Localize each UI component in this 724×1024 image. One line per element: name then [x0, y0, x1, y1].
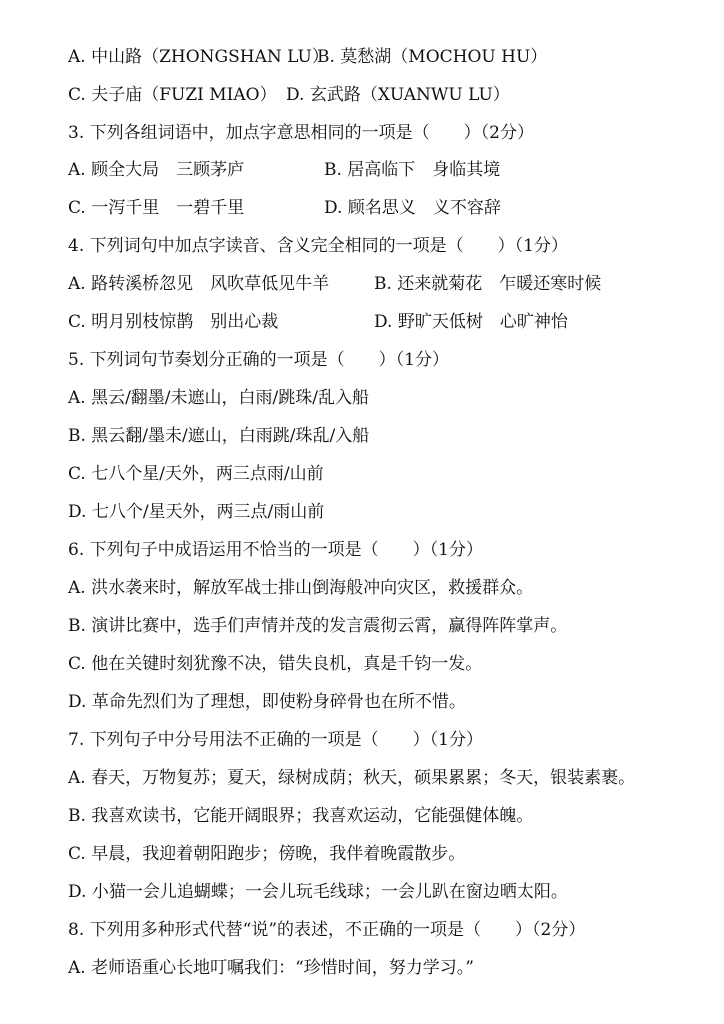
option-line	[68, 311, 568, 333]
q8-option-a: A. 老师语重心长地叮嘱我们：“珍惜时间，努力学习。”	[68, 958, 474, 978]
q5-option-a: A. 黑云/翻墨/未遮山，白雨/跳珠/乱入船	[68, 388, 369, 408]
q4-option-a: A. 路转溪桥忽见 风吹草低见牛羊	[68, 274, 330, 294]
option-line	[68, 84, 510, 106]
q5-option-d: D. 七八个/星天外，两三点/雨山前	[68, 502, 325, 522]
q4-option-d: D. 野旷天低树 心旷神怡	[374, 312, 568, 332]
option-b-mochou-hu: B. 莫愁湖（MOCHOU HU）	[317, 47, 548, 67]
question-4: 4. 下列词句中加点字读音、含义完全相同的一项是（ ）（1分）	[68, 236, 568, 256]
q6-option-d: D. 革命先烈们为了理想，即使粉身碎骨也在所不惜。	[68, 692, 466, 712]
question-7: 7. 下列句子中分号用法不正确的一项是（ ）（1分）	[68, 730, 483, 750]
q3-option-a: A. 顾全大局 三顾茅庐	[68, 160, 245, 180]
option-d-xuanwu-lu: D. 玄武路（XUANWU LU）	[286, 85, 510, 105]
q5-option-b: B. 黑云翻/墨未/遮山，白雨跳/珠乱/入船	[68, 426, 370, 446]
q7-option-a: A. 春天，万物复苏；夏天，绿树成荫；秋天，硕果累累；冬天，银装素裹。	[68, 768, 636, 788]
q3-option-c: C. 一泻千里 一碧千里	[68, 198, 245, 218]
option-a-zhongshan-lu: A. 中山路（ZHONGSHAN LU）	[68, 47, 329, 67]
q4-option-c: C. 明月别枝惊鹊 别出心裁	[68, 312, 279, 332]
q4-option-b: B. 还来就菊花 乍暖还寒时候	[374, 274, 602, 294]
q3-option-b: B. 居高临下 身临其境	[324, 160, 501, 180]
q6-option-b: B. 演讲比赛中，选手们声情并茂的发言震彻云霄，赢得阵阵掌声。	[68, 616, 568, 636]
option-line	[68, 159, 501, 181]
q5-option-c: C. 七八个星/天外，两三点雨/山前	[68, 464, 324, 484]
option-line	[68, 46, 548, 68]
option-line	[68, 197, 501, 219]
q7-option-d: D. 小猫一会儿追蝴蝶；一会儿玩毛线球；一会儿趴在窗边晒太阳。	[68, 882, 568, 902]
q7-option-b: B. 我喜欢读书，它能开阔眼界；我喜欢运动，它能强健体魄。	[68, 806, 534, 826]
q7-option-c: C. 早晨，我迎着朝阳跑步；傍晚，我伴着晚霞散步。	[68, 844, 466, 864]
option-line	[68, 273, 602, 295]
q3-option-d: D. 顾名思义 义不容辞	[324, 198, 501, 218]
q6-option-c: C. 他在关键时刻犹豫不决，错失良机，真是千钧一发。	[68, 654, 483, 674]
option-c-fuzi-miao: C. 夫子庙（FUZI MIAO）	[68, 85, 277, 105]
question-3: 3. 下列各组词语中，加点字意思相同的一项是（ ）（2分）	[68, 123, 534, 143]
question-5: 5. 下列词句节奏划分正确的一项是（ ）（1分）	[68, 350, 449, 370]
question-6: 6. 下列句子中成语运用不恰当的一项是（ ）（1分）	[68, 540, 483, 560]
question-8: 8. 下列用多种形式代替“说”的表述，不正确的一项是（ ）（2分）	[68, 920, 586, 940]
q6-option-a: A. 洪水袭来时，解放军战士排山倒海般冲向灾区，救援群众。	[68, 578, 534, 598]
